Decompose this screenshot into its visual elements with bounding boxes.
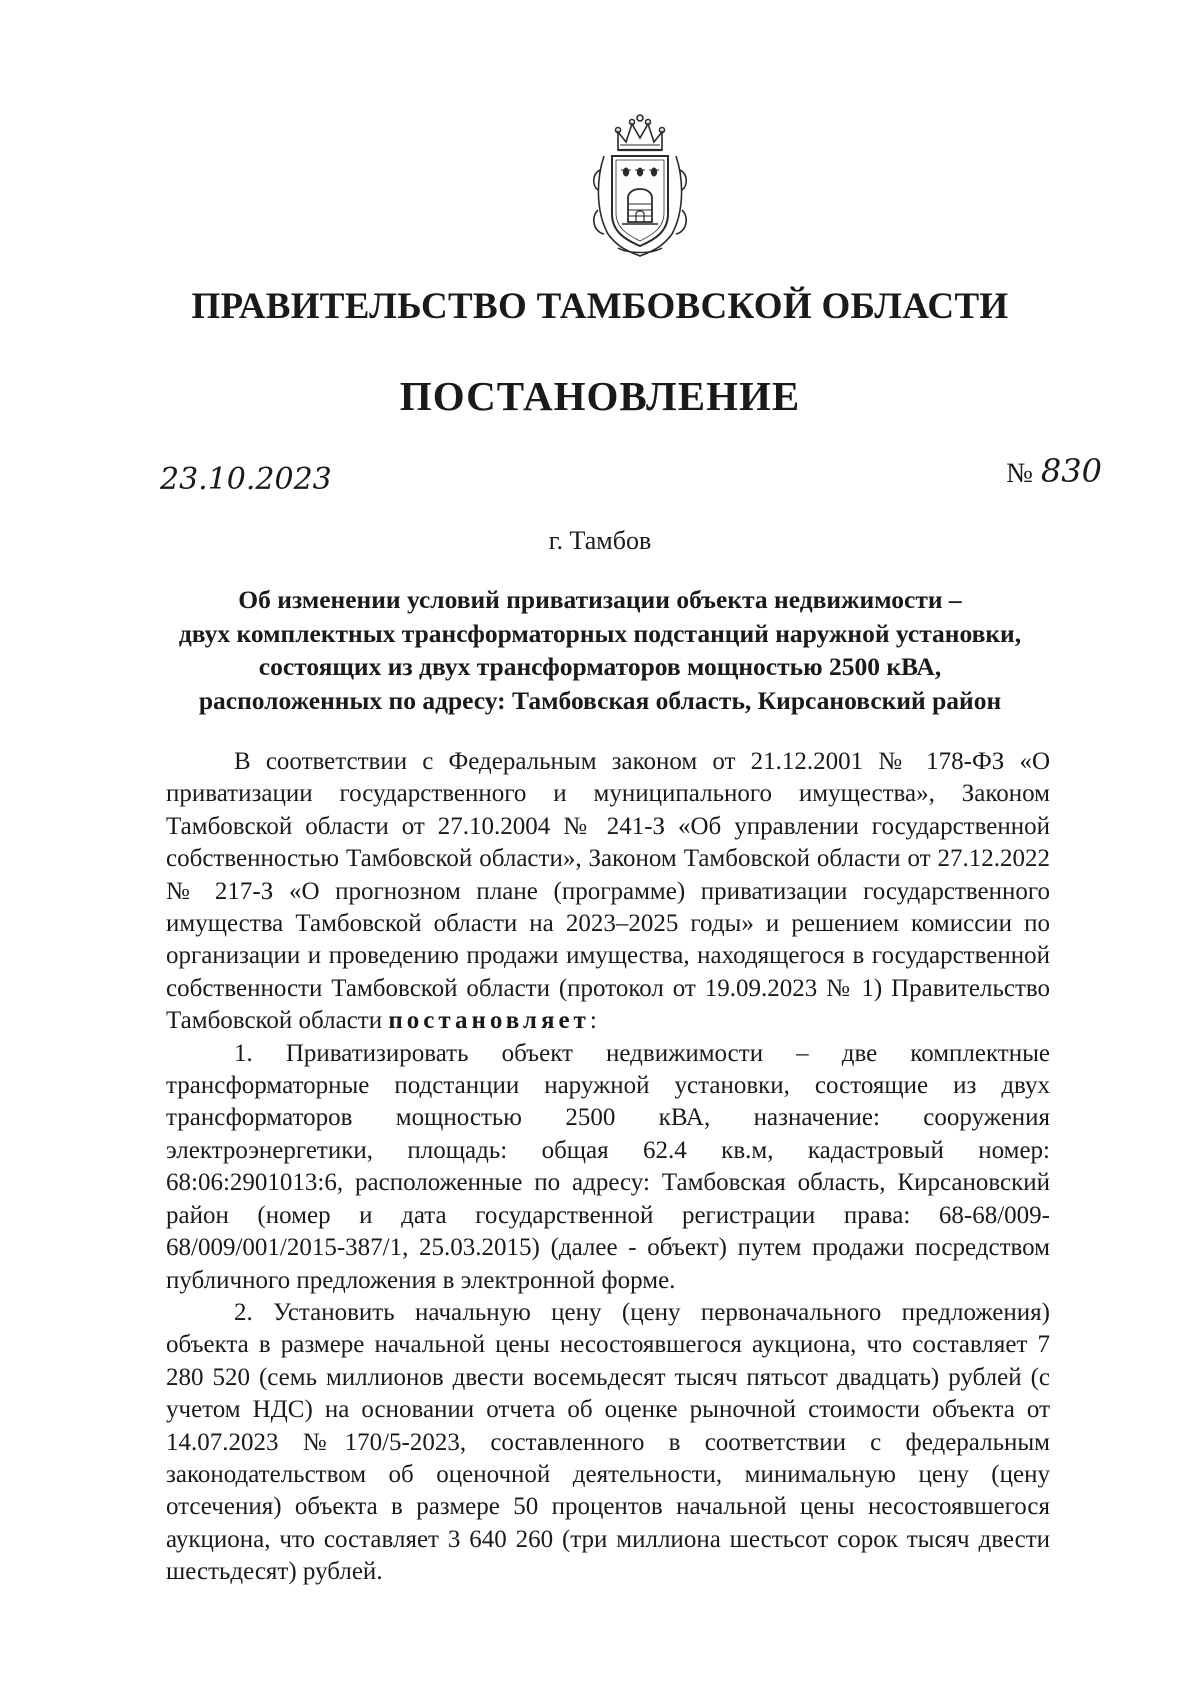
number-value: 830 [1040,452,1102,490]
preamble-text: В соответствии с Федеральным законом от 21.12.2001 № 178-ФЗ «О приватизации государственного и муниципального имущества», Законом Тамбовской области от 27.10.2004 № 241-З «Об управлении государственной собственностью Тамбовской области», Законом Тамбовской области от 27.12.2022 № 217-З «О прогнозном плане (программе) приватизации государственного имущества Тамбовской области на 2023–2025 годы» и решением комиссии по организации и проведению продажи имущества, находящегося в государственной собственности Тамбовской области (протокол от 19.09.2023 № 1) Правительство Тамбовской области [166,748,1050,1035]
organization-title: ПРАВИТЕЛЬСТВО ТАМБОВСКОЙ ОБЛАСТИ [191,286,1009,327]
tambov-coat-of-arms-icon [588,110,692,258]
item-2-paragraph: 2. Установить начальную цену (цену первоначального предложения) объекта в размере начальной цены несостоявшегося аукциона, что составляет 7 280 520 (семь миллионов двести восемьдесят тысяч пятьсот двадцать) рублей (с учетом НДС) на основании отчета об оценке рыночной стоимости объекта от 14.07.2023 №170/5-2023, составленного в соответствии с федеральным законодательством об оценочной деятельности, минимальную цену (цену отсечения) объекта в размере 50 процентов начальной цены несостоявшегося аукциона, что составляет 3 640 260 (три миллиона шестьсот сорок тысяч двести шестьдесят) рублей. [166,1298,1050,1586]
subject-line: Об изменении условий приватизации объекта недвижимости – [238,585,962,614]
subject-line: состоящих из двух трансформаторов мощностью 2500 кВА, [258,652,942,681]
number-label: № [1006,458,1033,489]
item-1-paragraph: 1. Приватизировать объект недвижимости – две комплектные трансформаторные подстанции наружной установки, состоящие из двух трансформаторов мощностью 2500 кВА, назначение: сооружения электроэнергетики, площадь: общая 62.4 кв.м, кадастровый номер: 68:06:2901013:6, расположенные по адресу: Тамбовская область, Кирсановский район (номер и дата государственной регистрации права: 68-68/009-68/009/001/2015-387/1, 25.03.2015) (далее - объект) путем продажи посредством публичного предложения в электронной форме. [166,1039,1050,1294]
subject-line: расположенных по адресу: Тамбовская область, Кирсановский район [198,685,1002,715]
document-body [166,746,1050,1589]
decree-word: постановляет [388,1007,590,1035]
preamble-paragraph [166,746,1050,1038]
city: г. Тамбов [548,526,652,555]
document-type: ПОСТАНОВЛЕНИЕ [399,373,801,419]
document-number [1006,452,1102,490]
document-date: 23.10.2023 [160,462,332,497]
subject-line: двух комплектных трансформаторных подстанций наружной установки, [178,618,1022,648]
document-subject [150,583,1050,717]
decree-colon: : [589,1007,597,1035]
